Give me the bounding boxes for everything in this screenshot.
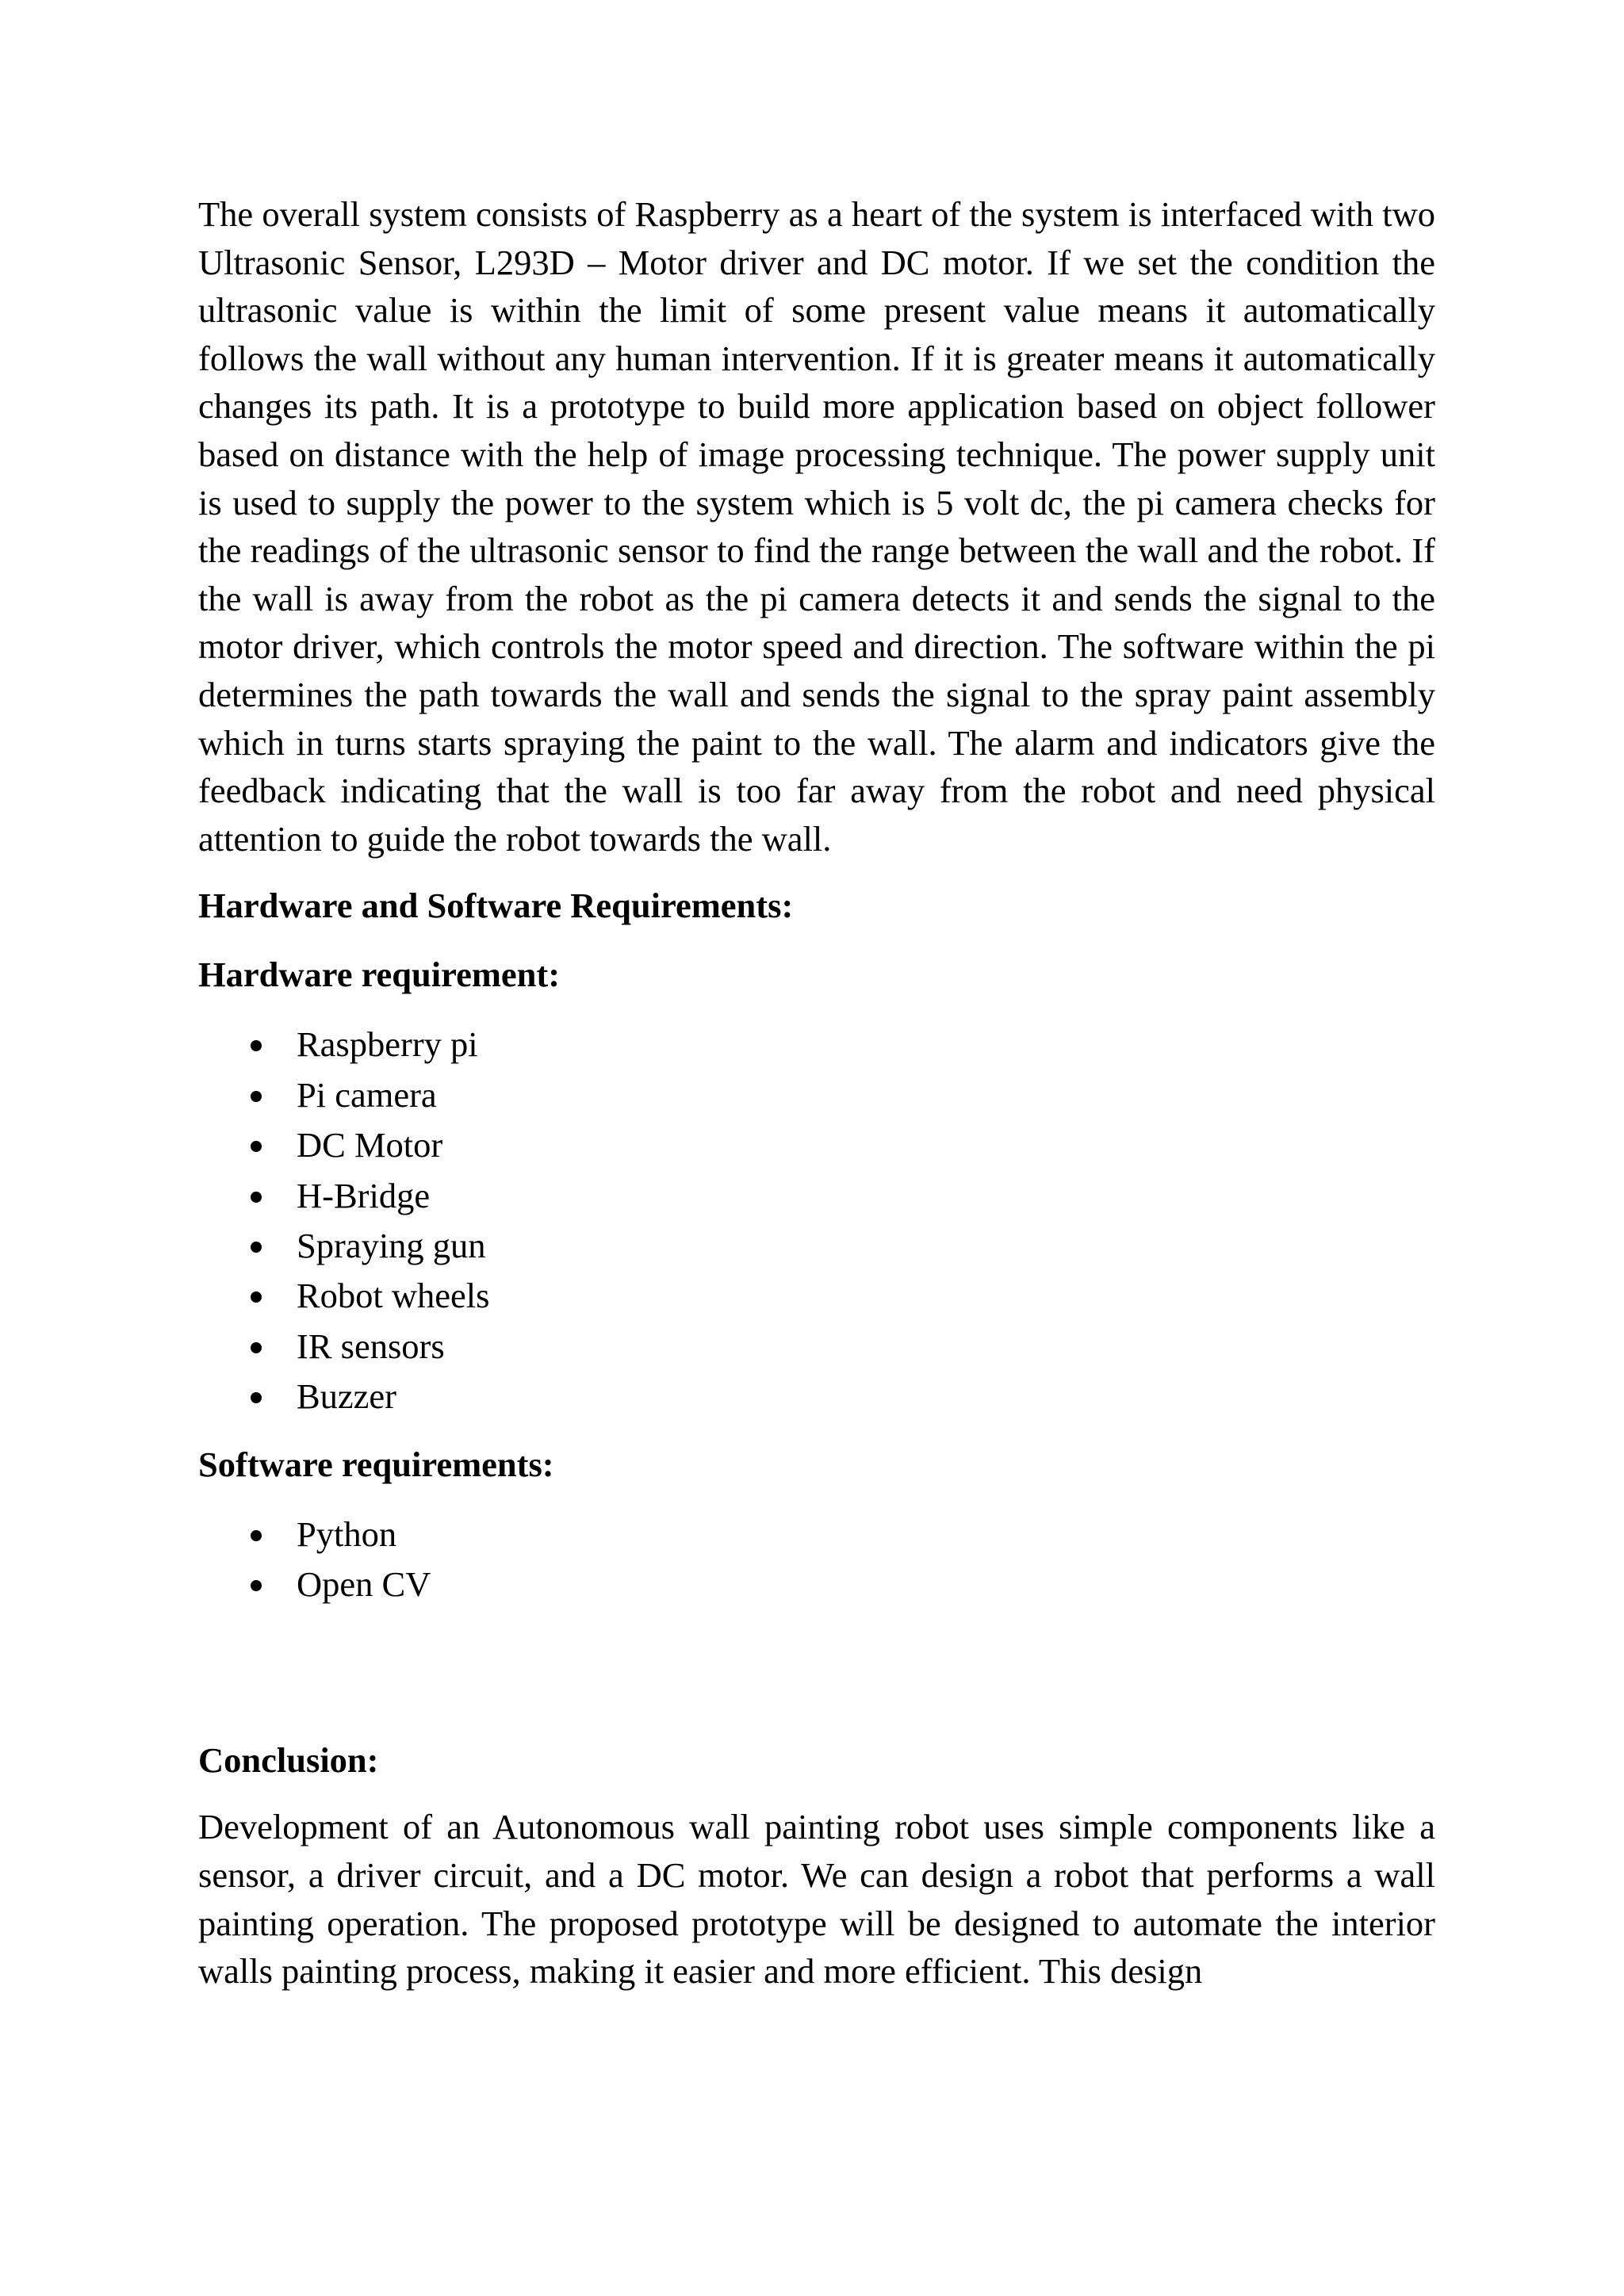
list-item-text: IR sensors — [297, 1326, 445, 1366]
bullet-icon — [251, 1040, 262, 1051]
bullet-icon — [251, 1192, 262, 1203]
list-item-text: Buzzer — [297, 1376, 397, 1417]
conclusion-paragraph: Development of an Autonomous wall painting robot uses simple components like a sensor, a driver circuit, and a DC motor. We can design a robot that performs a wall painting operation. The proposed prototype will be designed to automate the interior walls painting process, making it easier and more efficient. This design — [198, 1807, 1435, 1992]
conclusion-heading: Conclusion: — [198, 1740, 379, 1781]
system-overview-paragraph: The overall system consists of Raspberry as a heart of the system is interfaced with two Ultrasonic Sensor, L293D – Motor driver and DC motor. If we set the condition the ultrasonic value is within the limit of some present value means it automatically follows the wall without any human intervention. If it is greater means it automatically changes its path. It is a prototype to build more application based on object follower based on distance with the help of image processing technique. The power supply unit is used to supply the power to the system which is 5 volt dc, the pi camera checks for the readings of the ultrasonic sensor to find the range between the wall and the robot. If the wall is away from the robot as the pi camera detects it and sends the signal to the motor driver, which controls the motor speed and direction. The software within the pi determines the path towards the wall and sends the signal to the spray paint assembly which in turns starts spraying the paint to the wall. The alarm and indicators give the feedback indicating that the wall is too far away from the robot and need physical attention to guide the robot towards the wall. — [198, 194, 1435, 859]
software-requirements-heading: Software requirements: — [198, 1444, 554, 1484]
list-item-text: Open CV — [297, 1563, 431, 1604]
list-item-text: Robot wheels — [297, 1276, 490, 1316]
software-list — [198, 1510, 1435, 1610]
list-item — [198, 1120, 1435, 1170]
list-item-text: Raspberry pi — [297, 1024, 478, 1065]
list-item — [198, 1322, 1435, 1372]
bullet-icon — [251, 1091, 262, 1102]
bullet-icon — [251, 1292, 262, 1303]
list-item — [198, 1020, 1435, 1070]
list-item — [198, 1221, 1435, 1271]
list-item-text: DC Motor — [297, 1125, 443, 1165]
requirements-heading: Hardware and Software Requirements: — [198, 886, 794, 926]
bullet-icon — [251, 1392, 262, 1403]
list-item — [198, 1271, 1435, 1321]
hardware-list — [198, 1020, 1435, 1422]
bullet-icon — [251, 1141, 262, 1152]
list-item — [198, 1559, 1435, 1609]
list-item — [198, 1070, 1435, 1120]
list-item-text: Python — [297, 1513, 397, 1554]
list-item-text: H-Bridge — [297, 1175, 431, 1215]
list-item-text: Spraying gun — [297, 1225, 486, 1265]
document-page — [198, 190, 1435, 1996]
bullet-icon — [251, 1242, 262, 1253]
list-item — [198, 1171, 1435, 1221]
list-item — [198, 1372, 1435, 1422]
bullet-icon — [251, 1530, 262, 1541]
list-item — [198, 1510, 1435, 1559]
bullet-icon — [251, 1580, 262, 1591]
list-item-text: Pi camera — [297, 1074, 437, 1115]
bullet-icon — [251, 1342, 262, 1353]
hardware-requirement-heading: Hardware requirement: — [198, 955, 561, 995]
